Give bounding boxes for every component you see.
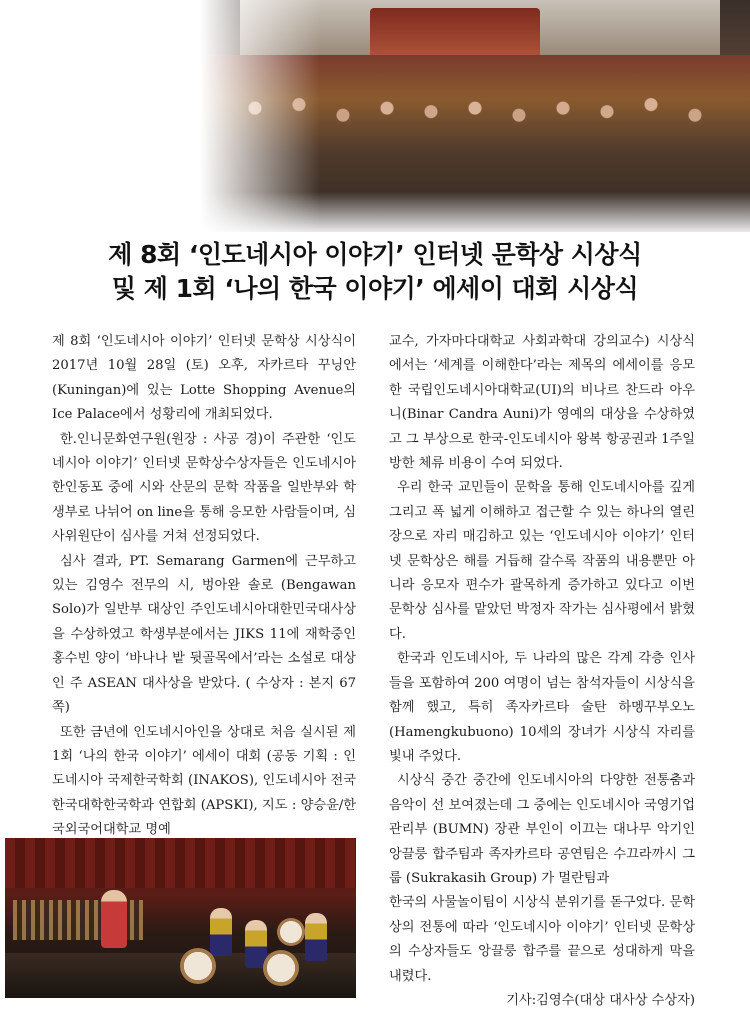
drum	[263, 950, 299, 986]
title-line-2: 및 제 1회 ‘나의 한국 이야기’ 에세이 대회 시상식	[111, 274, 639, 303]
left-column	[52, 330, 356, 843]
paragraph: 한국과 인도네시아, 두 나라의 많은 각계 각층 인사들을 포함하여 200 여명이 넘는 참석자들이 시상식을 함께 했고, 특히 족자카르타 술탄 하멩꾸부오노(Hamengkubuono) 10세의 장녀가 시상식 자리를 빛내 주었다.	[389, 651, 695, 764]
stage-curtain	[5, 838, 356, 888]
photo-fade-bottom	[200, 192, 750, 232]
performer	[305, 913, 327, 961]
paragraph: 시상식 중간 중간에 인도네시아의 다양한 전통춤과 음악이 선 보여졌는데 그 중에는 인도네시아 국영기업관리부 (BUMN) 장관 부인이 이끄는 대나무 악기인 앙끌룽 합주팀과 족자카르타 공연팀은 수끄라까시 그룹 (Sukrakasih Group) 가 멀란팀과	[389, 773, 695, 886]
traditional-performance-photo	[5, 838, 356, 998]
paragraph: 제 8회 ‘인도네시아 이야기’ 인터넷 문학상 시상식이 2017년 10월 28일 (토) 오후, 자카르타 꾸닝안(Kuningan)에 있는 Lotte Shopping Avenue의 Ice Palace에서 성황리에 개최되었다.	[52, 334, 356, 423]
paragraph: 우리 한국 교민들이 문학을 통해 인도네시아를 깊게 그리고 폭 넓게 이해하고 접근할 수 있는 하나의 열린 장으로 자리 매김하고 있는 ‘인도네시아 이야기’ 인터넷 문학상은 해를 거듭해 갈수록 작품의 내용뿐만 아니라 응모자 편수가 괄목하게 증가하고 있다고 이번 문학상 심사를 맡았던 박정자 작가는 심사평에서 밝혔다.	[389, 480, 695, 642]
dancer	[101, 890, 127, 948]
stage-backdrop	[370, 8, 540, 60]
title-line-1: 제 8회 ‘인도네시아 이야기’ 인터넷 문학상 시상식	[108, 240, 642, 269]
paragraph: 한국의 사물놀이팀이 시상식 분위기를 돋구었다. 문학상의 전통에 따라 ‘인도네시아 이야기’ 인터넷 문학상의 수상자들도 앙끌룽 합주를 끝으로 성대하게 막을 내렸다.	[389, 895, 695, 984]
paragraph: 심사 결과, PT. Semarang Garmen에 근무하고 있는 김영수 전무의 시, 벙아완 솔로 (Bengawan Solo)가 일반부 대상인 주인도네시아대한민국대사상을 수상하였고 학생부분에서는 JIKS 11에 재학중인 홍수빈 양이 ‘바나나 밭 뒷골목에서’라는 소설로 대상인 주 ASEAN 대사상을 받았다. ( 수상자 : 본지 67쪽)	[52, 553, 356, 716]
award-ceremony-group-photo	[200, 0, 750, 232]
paragraph: 교수, 가자마다대학교 사회과학대 강의교수) 시상식에서는 ‘세계를 이해한다’라는 제목의 에세이를 응모한 국립인도네시아대학교(UI)의 비나르 찬드라 아우니(Binar Candra Auni)가 영예의 대상을 수상하였고 그 부상으로 한국-인도네시아 왕복 항공권과 1주일 방한 체류 비용이 수여 되었다.	[389, 334, 695, 472]
article-title	[0, 238, 750, 306]
paragraph: 한.인니문화연구원(원장 : 사공 경)이 주관한 ‘인도네시아 이야기’ 인터넷 문학상수상자들은 인도네시아 한인동포 중에 시와 산문의 문학 작품을 일반부와 학생부로 나뉘어 on line을 통해 응모한 사람들이며, 심사위원단이 심사를 거쳐 선정되었다.	[52, 431, 357, 545]
byline: 기사:김영수(대상 대사상 수상자)	[506, 992, 695, 1008]
paragraph: 또한 금년에 인도네시아인을 상대로 처음 실시된 제 1회 ‘나의 한국 이야기’ 에세이 대회 (공동 기획 : 인도네시아 국제한국학회 (INAKOS), 인도네시아 전국한국대학한국학과 연합회 (APSKI), 지도 : 양승윤/한국외국어대학교 명예	[52, 724, 356, 838]
performer	[210, 908, 232, 956]
drum	[277, 918, 305, 946]
right-column	[389, 330, 695, 1013]
drum	[180, 948, 216, 984]
